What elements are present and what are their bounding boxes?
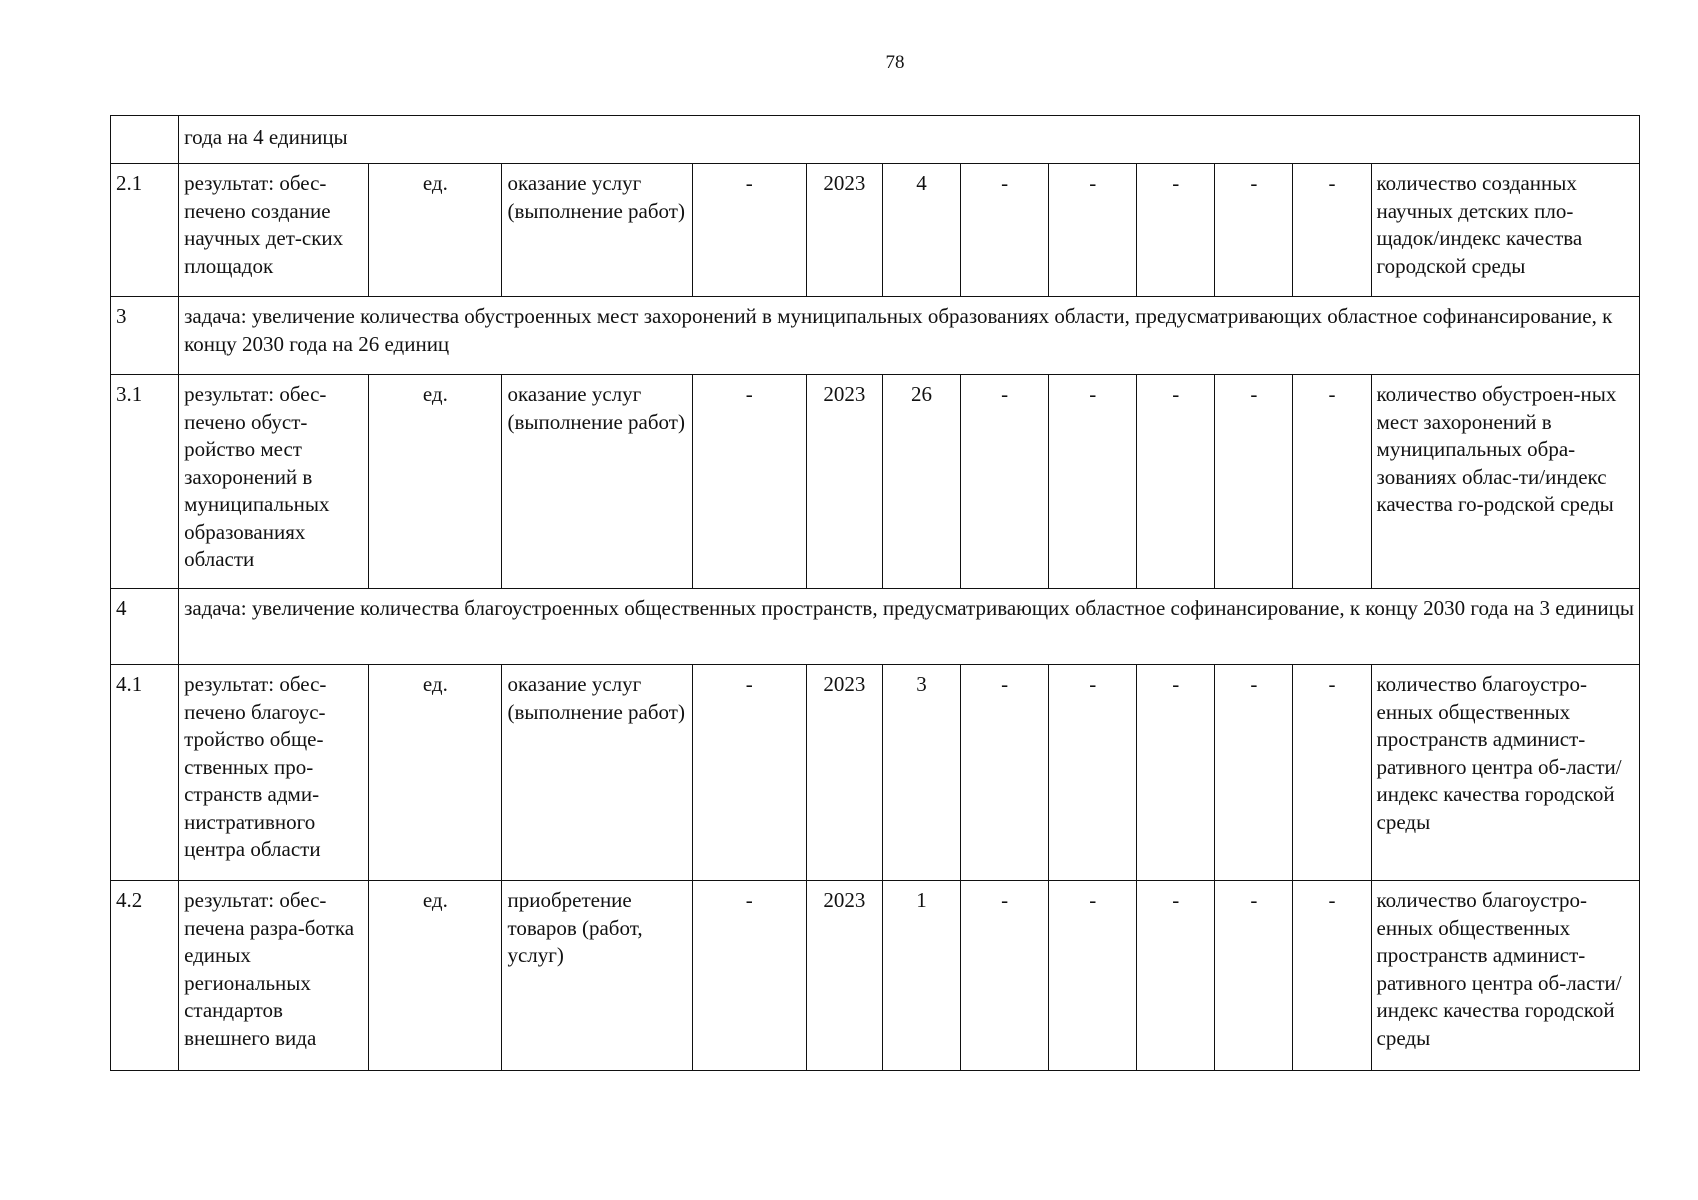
indicator-cell: количество обустроен-ных мест захоронений в муниципальных обра-зованиях облас-ти/индекс качества го-родской среды — [1371, 375, 1639, 589]
period-cell: - — [1293, 375, 1371, 589]
type-cell: оказание услуг (выполнение работ) — [502, 665, 692, 881]
year-cell: 2023 — [806, 665, 882, 881]
page-number: 78 — [885, 52, 905, 73]
task-text: года на 4 единицы — [179, 116, 1640, 164]
base-value-cell: - — [692, 164, 806, 297]
row-number: 4 — [111, 589, 179, 665]
period-cell: - — [1137, 164, 1215, 297]
period-cell: - — [961, 375, 1049, 589]
table-row — [111, 665, 1640, 881]
target-value-cell: 3 — [882, 665, 960, 881]
unit-cell: ед. — [369, 665, 502, 881]
type-cell: оказание услуг (выполнение работ) — [502, 375, 692, 589]
row-number: 3.1 — [111, 375, 179, 589]
period-cell: - — [1215, 164, 1293, 297]
base-value-cell: - — [692, 375, 806, 589]
period-cell: - — [1049, 375, 1137, 589]
result-cell: результат: обес-печено обуст-ройство мест захоронений в муниципальных образованиях области — [179, 375, 369, 589]
period-cell: - — [1049, 164, 1137, 297]
row-number — [111, 116, 179, 164]
row-number: 3 — [111, 297, 179, 375]
table-row — [111, 881, 1640, 1071]
period-cell: - — [1137, 665, 1215, 881]
unit-cell: ед. — [369, 881, 502, 1071]
row-number: 2.1 — [111, 164, 179, 297]
type-cell: приобретение товаров (работ, услуг) — [502, 881, 692, 1071]
base-value-cell: - — [692, 881, 806, 1071]
period-cell: - — [1215, 375, 1293, 589]
period-cell: - — [961, 881, 1049, 1071]
type-cell: оказание услуг (выполнение работ) — [502, 164, 692, 297]
row-number: 4.1 — [111, 665, 179, 881]
target-value-cell: 4 — [882, 164, 960, 297]
period-cell: - — [1293, 881, 1371, 1071]
unit-cell: ед. — [369, 164, 502, 297]
result-cell: результат: обес-печено благоус-тройство обще-ственных про-странств адми-нистративного центра области — [179, 665, 369, 881]
target-value-cell: 26 — [882, 375, 960, 589]
task-text: задача: увеличение количества обустроенных мест захоронений в муниципальных образованиях области, предусматривающих областное софинансирование, к концу 2030 года на 26 единиц — [179, 297, 1640, 375]
year-cell: 2023 — [806, 375, 882, 589]
period-cell: - — [1215, 881, 1293, 1071]
period-cell: - — [961, 665, 1049, 881]
period-cell: - — [1049, 881, 1137, 1071]
indicator-cell: количество благоустро-енных общественных пространств админист-ративного центра об-ласти/индекс качества городской среды — [1371, 881, 1639, 1071]
target-value-cell: 1 — [882, 881, 960, 1071]
period-cell: - — [1137, 375, 1215, 589]
table-row — [111, 297, 1640, 375]
period-cell: - — [961, 164, 1049, 297]
year-cell: 2023 — [806, 164, 882, 297]
row-number: 4.2 — [111, 881, 179, 1071]
base-value-cell: - — [692, 665, 806, 881]
table-row — [111, 375, 1640, 589]
period-cell: - — [1293, 164, 1371, 297]
table-row — [111, 589, 1640, 665]
result-cell: результат: обес-печена разра-ботка единых региональных стандартов внешнего вида — [179, 881, 369, 1071]
period-cell: - — [1215, 665, 1293, 881]
indicator-cell: количество созданных научных детских пло-щадок/индекс качества городской среды — [1371, 164, 1639, 297]
result-cell: результат: обес-печено создание научных дет-ских площадок — [179, 164, 369, 297]
period-cell: - — [1137, 881, 1215, 1071]
period-cell: - — [1293, 665, 1371, 881]
indicators-table — [110, 115, 1640, 1071]
period-cell: - — [1049, 665, 1137, 881]
task-text: задача: увеличение количества благоустроенных общественных пространств, предусматривающих областное софинансирование, к концу 2030 года на 3 единицы — [179, 589, 1640, 665]
year-cell: 2023 — [806, 881, 882, 1071]
unit-cell: ед. — [369, 375, 502, 589]
table-row — [111, 164, 1640, 297]
table-row — [111, 116, 1640, 164]
indicator-cell: количество благоустро-енных общественных пространств админист-ративного центра об-ласти/индекс качества городской среды — [1371, 665, 1639, 881]
